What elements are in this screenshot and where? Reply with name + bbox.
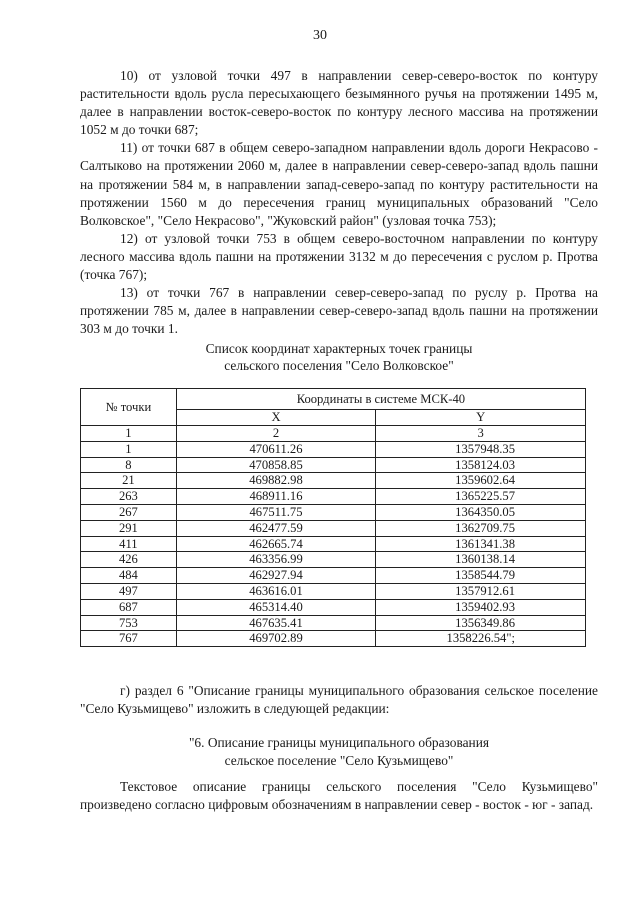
point-cell: 21: [81, 473, 177, 489]
point-cell: 497: [81, 583, 177, 599]
table-row: [81, 504, 586, 520]
y-cell: 1356349.86: [376, 615, 586, 631]
y-cell: 1358124.03: [376, 457, 586, 473]
paragraph-13: 13) от точки 767 в направлении север-северо-запад по руслу р. Протва на протяжении 785 м, далее в направлении север-северо-запад вдоль пашни на протяжении 303 м до точки 1.: [80, 285, 598, 337]
y-cell: 1358544.79: [376, 568, 586, 584]
x-cell: 467511.75: [176, 504, 375, 520]
x-cell: 463616.01: [176, 583, 375, 599]
paragraph-12: 12) от узловой точки 753 в общем северо-восточном направлении по контуру лесного массива вдоль пашни на протяжении 3132 м до пересечения с руслом р. Протва (точка 767);: [80, 230, 598, 283]
y-cell: 1357912.61: [376, 583, 586, 599]
boundary-description: [80, 67, 598, 338]
x-cell: 463356.99: [176, 552, 375, 568]
y-cell: 1365225.57: [376, 489, 586, 505]
x-cell: 462927.94: [176, 568, 375, 584]
index-cell-1: 1: [81, 426, 177, 442]
x-cell: 467635.41: [176, 615, 375, 631]
y-cell: 1359602.64: [376, 473, 586, 489]
section-title-line-2: сельское поселение "Село Кузьмищево": [224, 753, 454, 768]
section-title-line-1: "6. Описание границы муниципального образования: [188, 735, 490, 750]
table-caption: [80, 340, 598, 374]
point-cell: 263: [81, 489, 177, 505]
amendment-paragraph: г) раздел 6 "Описание границы муниципального образования сельское поселение "Село Кузьмищево" изложить в следующей редакции:: [80, 683, 598, 717]
table-row: [81, 568, 586, 584]
x-cell: 470858.85: [176, 457, 375, 473]
point-cell: 8: [81, 457, 177, 473]
x-cell: 469702.89: [176, 631, 375, 647]
header-x: X: [176, 410, 375, 426]
header-y: Y: [376, 410, 586, 426]
point-cell: 291: [81, 520, 177, 536]
y-cell: 1358226.54";: [376, 631, 586, 647]
y-cell: 1364350.05: [376, 504, 586, 520]
table-caption-line-2: сельского поселения "Село Волковское": [224, 358, 454, 373]
y-cell: 1360138.14: [376, 552, 586, 568]
x-cell: 462477.59: [176, 520, 375, 536]
header-coordinate-system: Координаты в системе МСК-40: [176, 389, 585, 410]
y-cell: 1361341.38: [376, 536, 586, 552]
x-cell: 465314.40: [176, 599, 375, 615]
paragraph-10: 10) от узловой точки 497 в направлении север-северо-восток по контуру растительности вдоль русла пересыхающего безымянного ручья на протяжении 1495 м, далее в направлении восток-северо-восток по контуру лесного массива на протяжении 1052 м до точки 687;: [80, 68, 598, 138]
table-row: [81, 583, 586, 599]
x-cell: 462665.74: [176, 536, 375, 552]
point-cell: 267: [81, 504, 177, 520]
table-row: [81, 631, 586, 647]
section-6-title: [80, 734, 598, 770]
coordinates-table: [80, 388, 586, 647]
y-cell: 1357948.35: [376, 441, 586, 457]
index-cell-2: 2: [176, 426, 375, 442]
section-6-body: [80, 778, 598, 814]
point-cell: 484: [81, 568, 177, 584]
point-cell: 411: [81, 536, 177, 552]
section-amendment-text: [80, 682, 598, 718]
x-cell: 468911.16: [176, 489, 375, 505]
coordinates-table-body: [81, 441, 586, 646]
x-cell: 470611.26: [176, 441, 375, 457]
y-cell: 1359402.93: [376, 599, 586, 615]
table-row: [81, 615, 586, 631]
table-row: [81, 599, 586, 615]
point-cell: 687: [81, 599, 177, 615]
point-cell: 753: [81, 615, 177, 631]
paragraph-11: 11) от точки 687 в общем северо-западном направлении вдоль дороги Некрасово - Салтыково на протяжении 2060 м, далее в направлении север-северо-запад вдоль пашни на протяжении 584 м, в направлении запад-северо-запад по контуру растительности на протяжении 1560 м до пересечения границ муниципальных образований "Село Волковское", "Село Некрасово", "Жуковский район" (узловая точка 753);: [80, 140, 598, 228]
table-row: [81, 520, 586, 536]
y-cell: 1362709.75: [376, 520, 586, 536]
table-row: [81, 489, 586, 505]
table-row: [81, 457, 586, 473]
table-row: [81, 473, 586, 489]
point-cell: 767: [81, 631, 177, 647]
x-cell: 469882.98: [176, 473, 375, 489]
table-caption-line-1: Список координат характерных точек границы: [205, 341, 473, 356]
point-cell: 426: [81, 552, 177, 568]
point-cell: 1: [81, 441, 177, 457]
table-row: [81, 441, 586, 457]
table-row: [81, 552, 586, 568]
page-number: 30: [313, 28, 327, 43]
index-cell-3: 3: [376, 426, 586, 442]
header-point-number: № точки: [81, 389, 177, 426]
closing-paragraph: Текстовое описание границы сельского поселения "Село Кузьмищево" произведено согласно цифровым обозначениям в направлении север - восток - юг - запад.: [80, 779, 598, 813]
table-row: [81, 536, 586, 552]
